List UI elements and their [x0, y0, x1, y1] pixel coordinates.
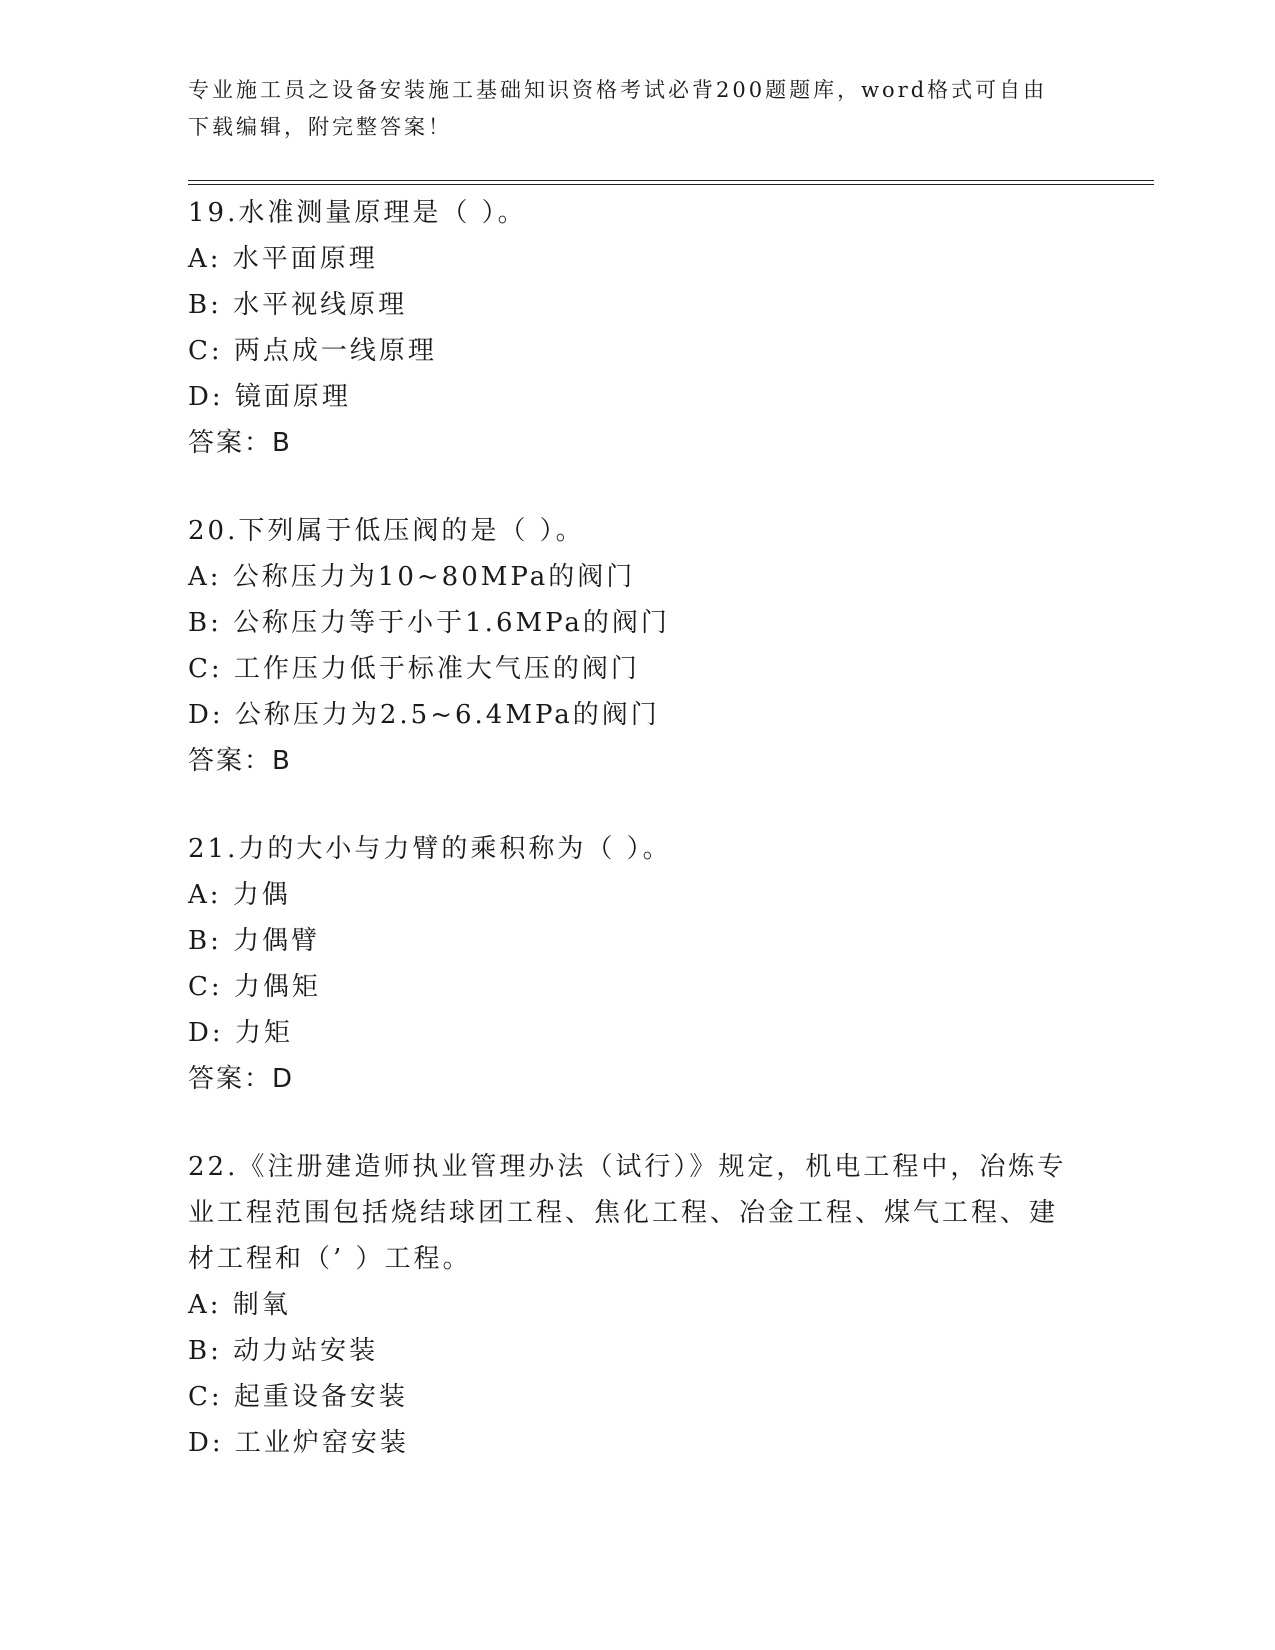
- option-a: A: 公称压力为10~80MPa的阀门: [188, 562, 636, 592]
- answer-text: 答案：B: [188, 428, 292, 458]
- question-stem-line-2: 业工程范围包括烧结球团工程、焦化工程、冶金工程、煤气工程、建: [188, 1198, 1059, 1228]
- option-a: A: 制氧: [188, 1290, 291, 1320]
- option-d: D: 公称压力为2.5~6.4MPa的阀门: [188, 700, 660, 730]
- question-20: [188, 508, 1088, 784]
- option-b: B: 水平视线原理: [188, 290, 408, 320]
- question-stem: 19.水准测量原理是（ ）。: [188, 198, 527, 228]
- question-19: [188, 190, 1088, 466]
- option-c: C: 工作压力低于标准大气压的阀门: [188, 654, 640, 684]
- option-d: D: 工业炉窑安装: [188, 1428, 409, 1458]
- option-c: C: 两点成一线原理: [188, 336, 437, 366]
- option-a: A: 力偶: [188, 880, 291, 910]
- question-21: [188, 826, 1088, 1102]
- option-b: B: 力偶臂: [188, 926, 321, 956]
- option-b: B: 动力站安装: [188, 1336, 379, 1366]
- question-22: [188, 1144, 1088, 1466]
- question-stem-line-3: 材工程和（’ ）工程。: [188, 1244, 472, 1274]
- question-stem: 21.力的大小与力臂的乘积称为（ ）。: [188, 834, 672, 864]
- question-stem: 20.下列属于低压阀的是（ ）。: [188, 516, 585, 546]
- option-c: C: 力偶矩: [188, 972, 321, 1002]
- document-header: [188, 72, 1088, 146]
- option-c: C: 起重设备安装: [188, 1382, 408, 1412]
- option-a: A: 水平面原理: [188, 244, 378, 274]
- question-list: [188, 190, 1088, 1508]
- header-divider-bottom: [188, 184, 1154, 185]
- question-stem-line-1: 22.《注册建造师执业管理办法（试行）》规定，机电工程中，冶炼专: [188, 1152, 1067, 1182]
- header-divider-top: [188, 180, 1154, 181]
- header-line-2: 下载编辑，附完整答案！: [188, 115, 452, 139]
- option-d: D: 镜面原理: [188, 382, 351, 412]
- option-d: D: 力矩: [188, 1018, 293, 1048]
- answer-text: 答案：D: [188, 1064, 295, 1094]
- option-b: B: 公称压力等于小于1.6MPa的阀门: [188, 608, 670, 638]
- header-line-1: 专业施工员之设备安装施工基础知识资格考试必背200题题库，word格式可自由: [188, 78, 1048, 102]
- answer-text: 答案：B: [188, 746, 292, 776]
